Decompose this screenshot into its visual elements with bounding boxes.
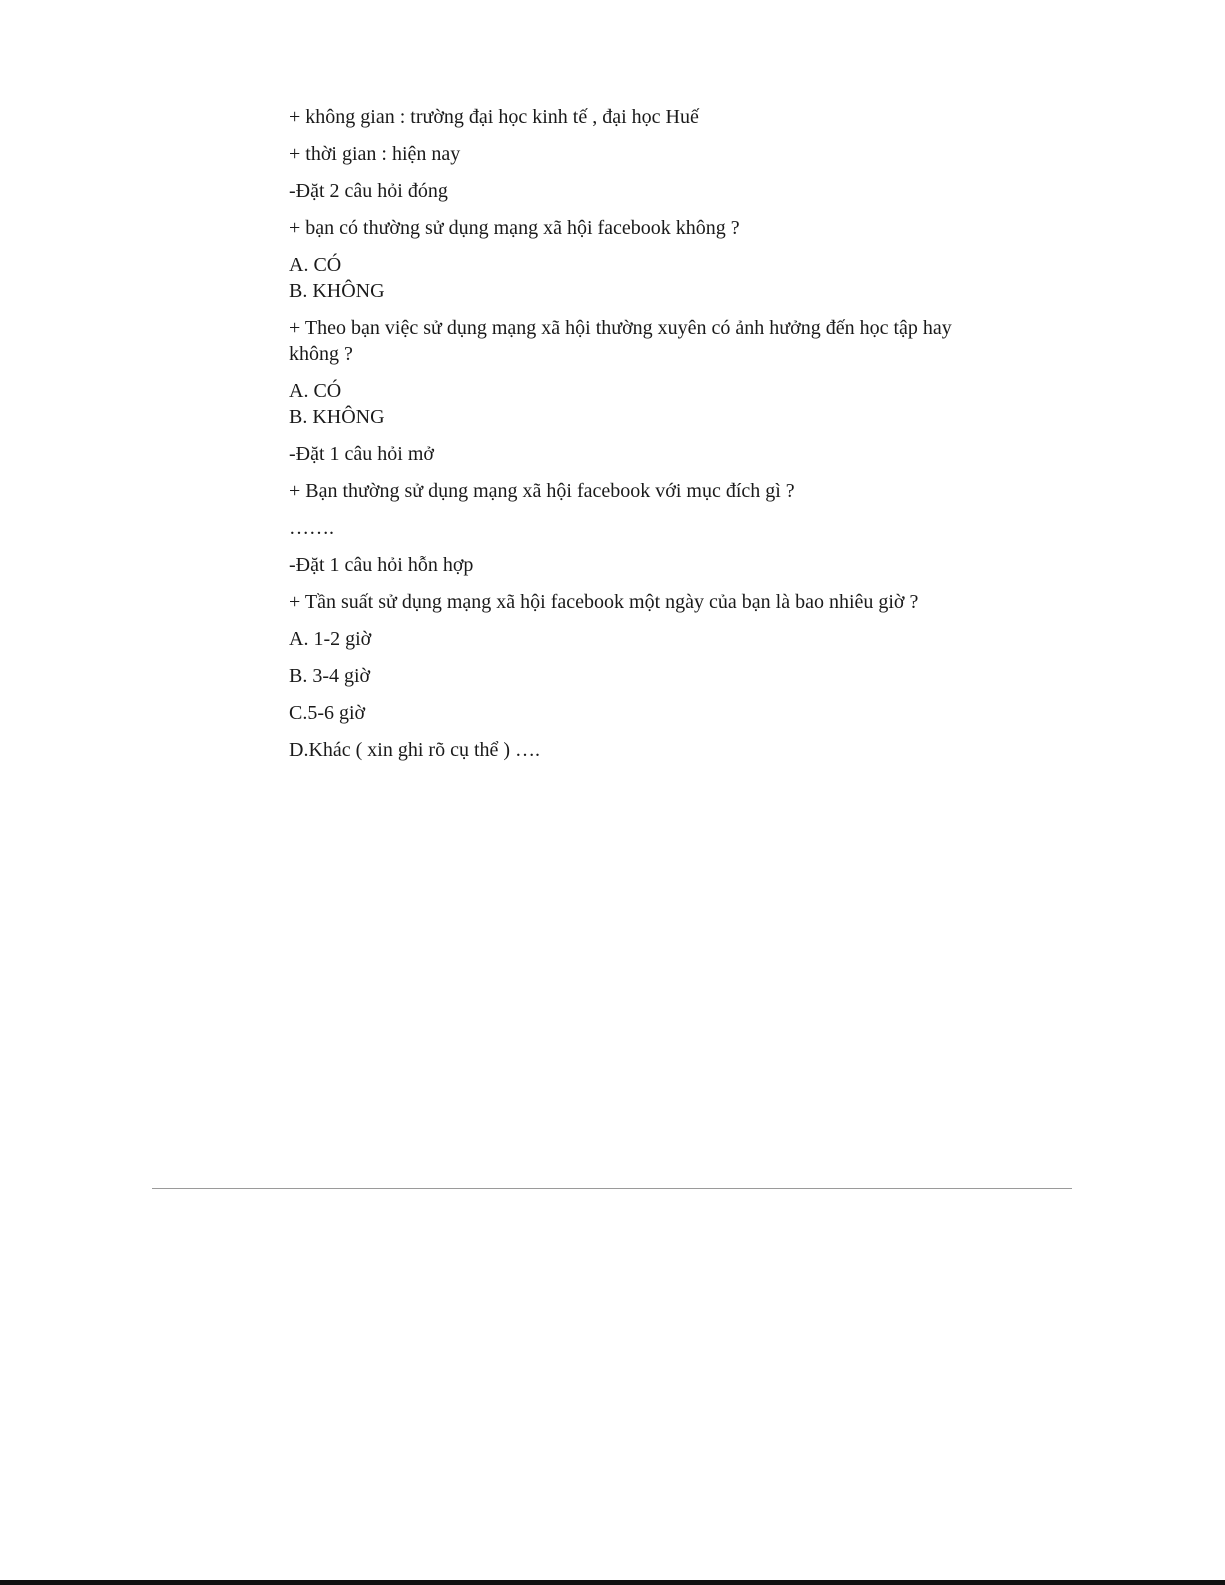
page-divider: [152, 1188, 1072, 1189]
question-1-option-a: A. CÓ: [289, 254, 342, 276]
question-1: + bạn có thường sử dụng mạng xã hội facebook không ?: [289, 217, 740, 239]
mixed-question-heading: -Đặt 1 câu hỏi hỗn hợp: [289, 554, 474, 576]
question-3-blank: …….: [289, 517, 334, 539]
question-2-option-a: A. CÓ: [289, 380, 342, 402]
question-4-option-b: B. 3-4 giờ: [289, 665, 371, 687]
question-4-option-a: A. 1-2 giờ: [289, 628, 372, 650]
document-body: [289, 104, 969, 763]
question-4-option-d: D.Khác ( xin ghi rõ cụ thể ) ….: [289, 739, 541, 761]
closed-questions-heading: -Đặt 2 câu hỏi đóng: [289, 180, 448, 202]
question-1-option-b: B. KHÔNG: [289, 280, 385, 302]
time-scope-line: + thời gian : hiện nay: [289, 143, 461, 165]
question-4: + Tần suất sử dụng mạng xã hội facebook một ngày của bạn là bao nhiêu giờ ?: [289, 591, 919, 613]
page-bottom-edge: [0, 1580, 1225, 1585]
question-2: + Theo bạn việc sử dụng mạng xã hội thường xuyên có ảnh hưởng đến học tập hay không ?: [289, 317, 952, 365]
question-4-option-c: C.5-6 giờ: [289, 702, 366, 724]
question-2-option-b: B. KHÔNG: [289, 406, 385, 428]
space-scope-line: + không gian : trường đại học kinh tế , đại học Huế: [289, 106, 699, 128]
open-question-heading: -Đặt 1 câu hỏi mở: [289, 443, 434, 465]
question-3: + Bạn thường sử dụng mạng xã hội facebook với mục đích gì ?: [289, 480, 795, 502]
